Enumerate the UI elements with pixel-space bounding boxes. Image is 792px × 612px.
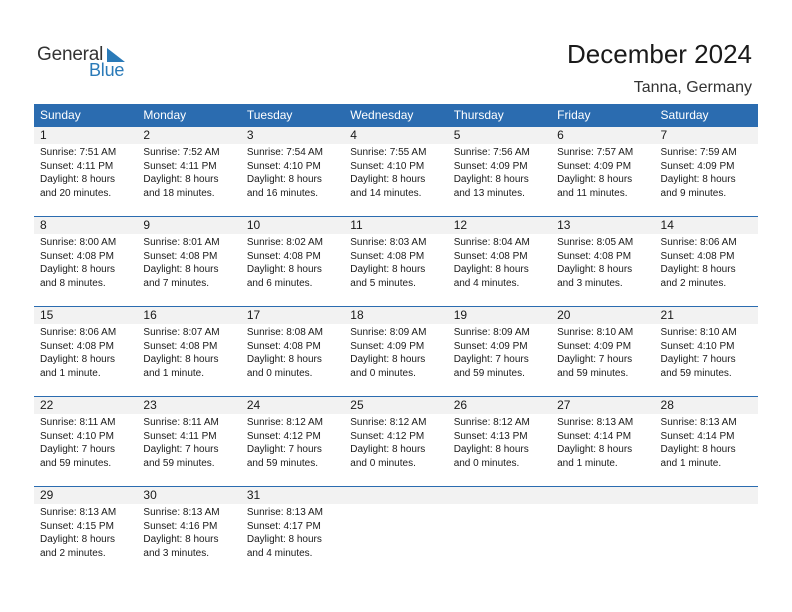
- day-cell: [241, 234, 344, 290]
- sunrise-text: Sunrise: 8:02 AM: [246, 237, 323, 248]
- day-cell: [655, 234, 758, 290]
- daylight-hours-text: Daylight: 8 hours: [143, 174, 219, 185]
- daylight-minutes-text: and 0 minutes.: [350, 367, 416, 379]
- day-cell: [655, 144, 758, 200]
- day-number: 5: [453, 128, 461, 142]
- day-number: [655, 487, 758, 504]
- day-number: 16: [143, 308, 157, 322]
- day-number: 30: [143, 488, 157, 502]
- sunset-text: Sunset: 4:08 PM: [350, 250, 425, 262]
- week-row: [34, 486, 758, 576]
- logo-blue-text: Blue: [89, 60, 125, 80]
- day-cell: [344, 414, 447, 470]
- week-row: [34, 396, 758, 486]
- day-number-band: [34, 127, 758, 144]
- sunset-text: Sunset: 4:08 PM: [660, 250, 735, 262]
- day-cell: [551, 234, 654, 290]
- daylight-hours-text: Daylight: 8 hours: [557, 444, 633, 455]
- daylight-hours-text: Daylight: 8 hours: [246, 174, 322, 185]
- sunset-text: Sunset: 4:09 PM: [660, 160, 735, 172]
- day-number: 3: [246, 128, 254, 142]
- daylight-minutes-text: and 5 minutes.: [350, 277, 416, 289]
- day-number: 14: [660, 218, 674, 232]
- daylight-minutes-text: and 1 minute.: [557, 457, 618, 469]
- sunset-text: Sunset: 4:09 PM: [350, 340, 425, 352]
- day-cell: [34, 234, 137, 290]
- day-cell: [344, 144, 447, 200]
- daylight-hours-text: Daylight: 8 hours: [350, 444, 426, 455]
- day-cell: [137, 414, 240, 470]
- sunrise-text: Sunrise: 8:05 AM: [557, 237, 634, 248]
- day-cell: [241, 324, 344, 380]
- daylight-hours-text: Daylight: 7 hours: [143, 444, 219, 455]
- sunrise-text: Sunrise: 8:11 AM: [143, 417, 219, 428]
- weekday-thursday: Thursday: [453, 108, 504, 122]
- sunrise-text: Sunrise: 8:12 AM: [453, 417, 530, 428]
- daylight-hours-text: Daylight: 8 hours: [246, 264, 322, 275]
- daylight-minutes-text: and 8 minutes.: [40, 277, 106, 289]
- day-number-band: [34, 487, 758, 504]
- day-cell: [655, 504, 758, 560]
- day-number: 29: [40, 488, 54, 502]
- day-cell: [448, 234, 551, 290]
- daylight-hours-text: Daylight: 8 hours: [660, 264, 736, 275]
- day-cell: [344, 324, 447, 380]
- sunset-text: Sunset: 4:08 PM: [143, 340, 218, 352]
- day-number: 28: [660, 398, 674, 412]
- week-row: [34, 126, 758, 216]
- daylight-minutes-text: and 59 minutes.: [246, 457, 319, 469]
- day-number: 11: [350, 218, 363, 232]
- daylight-hours-text: Daylight: 8 hours: [453, 264, 529, 275]
- sunset-text: Sunset: 4:09 PM: [453, 160, 528, 172]
- sunset-text: Sunset: 4:08 PM: [40, 340, 114, 352]
- daylight-hours-text: Daylight: 8 hours: [557, 174, 633, 185]
- day-cell: [551, 324, 654, 380]
- day-cell: [34, 504, 137, 560]
- sunset-text: Sunset: 4:08 PM: [453, 250, 528, 262]
- weekday-saturday: Saturday: [660, 108, 709, 122]
- daylight-minutes-text: and 2 minutes.: [660, 277, 727, 289]
- daylight-minutes-text: and 11 minutes.: [557, 187, 628, 199]
- day-cell: [241, 414, 344, 470]
- day-number: 9: [143, 218, 151, 232]
- day-number: 20: [557, 308, 571, 322]
- daylight-minutes-text: and 59 minutes.: [453, 367, 525, 379]
- day-number: 4: [350, 128, 357, 142]
- daylight-minutes-text: and 0 minutes.: [350, 457, 416, 469]
- day-number: 15: [40, 308, 54, 322]
- day-cell: [137, 234, 240, 290]
- sunrise-text: Sunrise: 8:08 AM: [246, 327, 323, 338]
- day-number: [448, 487, 551, 504]
- day-number: 17: [246, 308, 261, 322]
- day-number: 27: [557, 398, 571, 412]
- day-number: 22: [40, 398, 54, 412]
- daylight-minutes-text: and 59 minutes.: [143, 457, 215, 469]
- day-number: 7: [660, 128, 668, 142]
- sunset-text: Sunset: 4:14 PM: [557, 430, 632, 442]
- sunrise-text: Sunrise: 8:13 AM: [557, 417, 634, 428]
- weekday-friday: Friday: [557, 108, 591, 122]
- sunset-text: Sunset: 4:10 PM: [660, 340, 735, 352]
- sunrise-text: Sunrise: 8:13 AM: [40, 507, 117, 518]
- sunset-text: Sunset: 4:17 PM: [246, 520, 321, 532]
- sunrise-text: Sunrise: 8:10 AM: [557, 327, 634, 338]
- day-number: 1: [40, 128, 47, 142]
- daylight-minutes-text: and 7 minutes.: [143, 277, 210, 289]
- sunset-text: Sunset: 4:11 PM: [143, 430, 217, 442]
- daylight-hours-text: Daylight: 8 hours: [453, 174, 529, 185]
- sunrise-text: Sunrise: 7:54 AM: [246, 147, 323, 158]
- daylight-hours-text: Daylight: 8 hours: [143, 354, 219, 365]
- daylight-minutes-text: and 0 minutes.: [453, 457, 520, 469]
- day-number-band: [34, 307, 758, 324]
- sunset-text: Sunset: 4:12 PM: [246, 430, 321, 442]
- sunrise-text: Sunrise: 8:03 AM: [350, 237, 427, 248]
- logo: [37, 44, 137, 80]
- daylight-minutes-text: and 18 minutes.: [143, 187, 215, 199]
- daylight-hours-text: Daylight: 7 hours: [557, 354, 633, 365]
- daylight-minutes-text: and 9 minutes.: [660, 187, 727, 199]
- daylight-hours-text: Daylight: 8 hours: [143, 534, 219, 545]
- day-cell: [551, 504, 654, 560]
- sunrise-text: Sunrise: 8:11 AM: [40, 417, 116, 428]
- week-row: [34, 306, 758, 396]
- day-number: 13: [557, 218, 571, 232]
- daylight-minutes-text: and 13 minutes.: [453, 187, 525, 199]
- day-cell: [344, 504, 447, 560]
- daylight-hours-text: Daylight: 7 hours: [246, 444, 322, 455]
- sunrise-text: Sunrise: 7:51 AM: [40, 147, 117, 158]
- day-number-band: [34, 217, 758, 234]
- weekday-header: [34, 104, 758, 126]
- day-number: 10: [246, 218, 261, 232]
- weeks-container: [34, 126, 758, 576]
- day-cell: [551, 144, 654, 200]
- day-details-row: [34, 234, 758, 290]
- day-number: 12: [453, 218, 468, 232]
- sunrise-text: Sunrise: 8:07 AM: [143, 327, 220, 338]
- day-cell: [448, 324, 551, 380]
- day-number: 24: [246, 398, 261, 412]
- sunset-text: Sunset: 4:16 PM: [143, 520, 218, 532]
- sunrise-text: Sunrise: 8:12 AM: [350, 417, 427, 428]
- sunset-text: Sunset: 4:15 PM: [40, 520, 114, 532]
- daylight-hours-text: Daylight: 8 hours: [246, 354, 322, 365]
- daylight-hours-text: Daylight: 8 hours: [246, 534, 322, 545]
- daylight-hours-text: Daylight: 7 hours: [660, 354, 736, 365]
- sunset-text: Sunset: 4:09 PM: [453, 340, 528, 352]
- day-cell: [448, 144, 551, 200]
- sunrise-text: Sunrise: 8:01 AM: [143, 237, 220, 248]
- sunrise-text: Sunrise: 8:09 AM: [350, 327, 427, 338]
- sunrise-text: Sunrise: 8:04 AM: [453, 237, 530, 248]
- daylight-hours-text: Daylight: 8 hours: [143, 264, 219, 275]
- sunset-text: Sunset: 4:13 PM: [453, 430, 528, 442]
- sunset-text: Sunset: 4:09 PM: [557, 160, 632, 172]
- day-number: 8: [40, 218, 47, 232]
- daylight-minutes-text: and 3 minutes.: [143, 547, 210, 559]
- day-number: 25: [350, 398, 364, 412]
- sunset-text: Sunset: 4:08 PM: [557, 250, 632, 262]
- day-cell: [655, 414, 758, 470]
- sunset-text: Sunset: 4:08 PM: [246, 340, 321, 352]
- daylight-minutes-text: and 4 minutes.: [453, 277, 520, 289]
- daylight-hours-text: Daylight: 8 hours: [350, 354, 426, 365]
- daylight-hours-text: Daylight: 8 hours: [40, 174, 116, 185]
- sunrise-text: Sunrise: 8:13 AM: [143, 507, 220, 518]
- daylight-minutes-text: and 3 minutes.: [557, 277, 623, 289]
- sunset-text: Sunset: 4:10 PM: [246, 160, 321, 172]
- daylight-minutes-text: and 59 minutes.: [660, 367, 732, 379]
- sunset-text: Sunset: 4:10 PM: [40, 430, 114, 442]
- sunrise-text: Sunrise: 7:57 AM: [557, 147, 634, 158]
- daylight-minutes-text: and 59 minutes.: [40, 457, 112, 469]
- day-cell: [241, 144, 344, 200]
- daylight-hours-text: Daylight: 8 hours: [350, 264, 426, 275]
- day-cell: [241, 504, 344, 560]
- sunset-text: Sunset: 4:09 PM: [557, 340, 632, 352]
- day-details-row: [34, 414, 758, 470]
- daylight-minutes-text: and 59 minutes.: [557, 367, 629, 379]
- daylight-minutes-text: and 2 minutes.: [40, 547, 106, 559]
- day-number: 31: [246, 488, 261, 502]
- daylight-minutes-text: and 14 minutes.: [350, 187, 422, 199]
- sunset-text: Sunset: 4:08 PM: [246, 250, 321, 262]
- day-details-row: [34, 144, 758, 200]
- day-cell: [551, 414, 654, 470]
- daylight-minutes-text: and 1 minute.: [143, 367, 205, 379]
- day-cell: [344, 234, 447, 290]
- sunrise-text: Sunrise: 8:10 AM: [660, 327, 737, 338]
- sunrise-text: Sunrise: 8:13 AM: [246, 507, 323, 518]
- day-cell: [448, 504, 551, 560]
- calendar-grid: [34, 104, 758, 576]
- sunrise-text: Sunrise: 8:06 AM: [40, 327, 117, 338]
- calendar-title: December 2024: [567, 39, 752, 69]
- sunrise-text: Sunrise: 8:12 AM: [246, 417, 323, 428]
- day-cell: [137, 324, 240, 380]
- day-cell: [137, 144, 240, 200]
- day-number: 6: [557, 128, 564, 142]
- sunrise-text: Sunrise: 8:13 AM: [660, 417, 737, 428]
- logo-general-text: General: [37, 44, 104, 65]
- day-number: 26: [453, 398, 468, 412]
- day-number: 21: [660, 308, 674, 322]
- daylight-hours-text: Daylight: 8 hours: [557, 264, 633, 275]
- daylight-minutes-text: and 4 minutes.: [246, 547, 313, 559]
- day-number: 18: [350, 308, 364, 322]
- sunset-text: Sunset: 4:08 PM: [143, 250, 218, 262]
- daylight-minutes-text: and 1 minute.: [40, 367, 101, 379]
- daylight-hours-text: Daylight: 7 hours: [453, 354, 529, 365]
- sunrise-text: Sunrise: 7:55 AM: [350, 147, 427, 158]
- sunset-text: Sunset: 4:11 PM: [40, 160, 114, 172]
- day-number: [344, 487, 447, 504]
- weekday-wednesday: Wednesday: [350, 108, 414, 122]
- daylight-hours-text: Daylight: 7 hours: [40, 444, 116, 455]
- daylight-hours-text: Daylight: 8 hours: [660, 174, 736, 185]
- daylight-hours-text: Daylight: 8 hours: [40, 354, 116, 365]
- daylight-hours-text: Daylight: 8 hours: [40, 264, 116, 275]
- sunrise-text: Sunrise: 8:00 AM: [40, 237, 117, 248]
- day-number: [551, 487, 654, 504]
- sunset-text: Sunset: 4:11 PM: [143, 160, 217, 172]
- sunrise-text: Sunrise: 7:59 AM: [660, 147, 737, 158]
- daylight-hours-text: Daylight: 8 hours: [40, 534, 116, 545]
- daylight-minutes-text: and 6 minutes.: [246, 277, 313, 289]
- day-cell: [448, 414, 551, 470]
- day-number-band: [34, 397, 758, 414]
- sunset-text: Sunset: 4:10 PM: [350, 160, 425, 172]
- sunset-text: Sunset: 4:12 PM: [350, 430, 425, 442]
- day-cell: [34, 414, 137, 470]
- day-number: 2: [143, 128, 151, 142]
- week-row: [34, 216, 758, 306]
- day-details-row: [34, 504, 758, 560]
- day-details-row: [34, 324, 758, 380]
- daylight-minutes-text: and 1 minute.: [660, 457, 722, 469]
- day-cell: [34, 144, 137, 200]
- day-number: 23: [143, 398, 157, 412]
- sunrise-text: Sunrise: 7:56 AM: [453, 147, 530, 158]
- daylight-hours-text: Daylight: 8 hours: [660, 444, 736, 455]
- daylight-minutes-text: and 0 minutes.: [246, 367, 313, 379]
- sunset-text: Sunset: 4:14 PM: [660, 430, 735, 442]
- daylight-minutes-text: and 20 minutes.: [40, 187, 112, 199]
- daylight-hours-text: Daylight: 8 hours: [350, 174, 426, 185]
- day-cell: [34, 324, 137, 380]
- weekday-monday: Monday: [143, 108, 187, 122]
- weekday-tuesday: Tuesday: [246, 108, 293, 122]
- day-cell: [137, 504, 240, 560]
- daylight-hours-text: Daylight: 8 hours: [453, 444, 529, 455]
- sunrise-text: Sunrise: 7:52 AM: [143, 147, 220, 158]
- calendar-location: Tanna, Germany: [633, 79, 752, 96]
- sunset-text: Sunset: 4:08 PM: [40, 250, 114, 262]
- daylight-minutes-text: and 16 minutes.: [246, 187, 319, 199]
- day-number: 19: [453, 308, 468, 322]
- weekday-sunday: Sunday: [40, 108, 81, 122]
- sunrise-text: Sunrise: 8:09 AM: [453, 327, 530, 338]
- sunrise-text: Sunrise: 8:06 AM: [660, 237, 737, 248]
- day-cell: [655, 324, 758, 380]
